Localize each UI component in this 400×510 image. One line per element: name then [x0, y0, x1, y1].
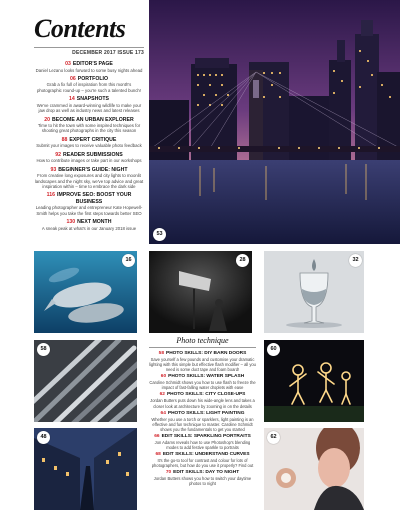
toc-description: From creative long exposures and city lights to moonlit landscapes and the night sky, we've top advice and great inspiration within – time to embrace the dark side	[34, 173, 144, 189]
toc-page-number: 06	[69, 75, 76, 82]
entry-title: EDIT SKILLS: UNDERSTAND CURVES	[162, 452, 250, 458]
entry-title: PHOTO SKILLS: LIGHT PAINTING	[167, 410, 245, 416]
toc-entry[interactable]	[34, 96, 144, 113]
entry-description: Whether you use a torch or sparklers, light painting is an effective and fun technique to master. Caroline Schmidt shows you the fundamentals to get you started	[151, 416, 254, 432]
toc-description: Submit your images to receive valuable photo feedback	[36, 143, 142, 149]
toc-entry[interactable]	[34, 137, 144, 149]
toc-entry[interactable]	[34, 152, 144, 164]
toc-description: How to contribute images or take part in our workshops	[36, 158, 142, 164]
whales-illustration	[34, 251, 137, 333]
toc-page-number: 20	[44, 116, 51, 123]
toc-page-number: 92	[55, 151, 62, 158]
entry-description: Jon Adams reveals how to use Photoshop's blending modes to add festive sparkle to portraits	[154, 439, 251, 451]
toc-description: Grab a fix full of inspiration from this month's photographic round-up – you're such a talented bunch!	[36, 82, 142, 93]
street-illustration	[34, 428, 137, 510]
page-badge: 32	[349, 254, 362, 267]
photo-studio[interactable]	[149, 251, 252, 333]
photo-technique-section	[149, 336, 256, 489]
toc-description: We've crammed in award-winning wildlife to make your jaw drop as well as industry news and latest releases	[36, 102, 142, 114]
section-divider	[149, 347, 256, 348]
toc-page-number: 130	[66, 219, 76, 226]
toc-description: Time to hit the town with some inspired techniques for shooting great photographs in the city this season	[37, 123, 141, 134]
toc-title: EXPERT CRITIQUE	[69, 136, 117, 143]
entry-title: EDIT SKILLS: SPARKLING PORTRAITS	[161, 433, 251, 439]
entry-description: Jordan Butters shows you how to switch your daytime photos to night	[153, 476, 252, 487]
entry-description: Jordan Butters puts down his wide-angle lens and takes a closer look at architecture by zooming in on the details	[150, 398, 255, 409]
entry-title: EDIT SKILLS: DAY TO NIGHT	[173, 470, 240, 476]
toc-description: Daniel Lezano looks forward to some busy nights ahead	[35, 67, 143, 73]
entry-title: PHOTO SKILLS: DIY BARN DOORS	[166, 351, 247, 356]
page-badge: 58	[37, 343, 50, 356]
entry-page-number: 62	[159, 392, 165, 398]
toc-title: SNAPSHOTS	[76, 96, 110, 103]
technique-entry[interactable]	[149, 452, 256, 468]
toc-entry[interactable]	[34, 167, 144, 190]
page-badge: 16	[122, 254, 135, 267]
toc-title: EDITOR'S PAGE	[72, 61, 113, 67]
toc-title: PORTFOLIO	[77, 75, 109, 82]
photo-metal-rods[interactable]	[34, 340, 137, 422]
photo-light-painting[interactable]	[264, 340, 364, 422]
toc-title: BECOME AN URBAN EXPLORER	[52, 116, 134, 123]
entry-page-number: 58	[158, 351, 165, 356]
entry-page-number: 60	[160, 374, 167, 380]
issue-date: DECEMBER 2017 ISSUE 173	[72, 50, 144, 56]
photo-street-night[interactable]	[34, 428, 137, 510]
toc-title: READER SUBMISSIONS	[63, 151, 123, 158]
page-badge: 60	[267, 343, 280, 356]
photo-whales[interactable]	[34, 251, 137, 333]
entry-description: Caroline Schmidt shows you how to use flash to freeze the impact of fast-falling water droplets with ease	[149, 380, 256, 391]
technique-entry[interactable]	[149, 351, 256, 372]
entry-page-number: 64	[160, 410, 166, 416]
city-skyline-illustration	[149, 0, 400, 244]
page-badge: 62	[267, 431, 280, 444]
photo-glass-splash[interactable]	[264, 251, 364, 333]
metal-rods-illustration	[34, 340, 137, 422]
entry-description: Save yourself a few pounds and customise your dramatic lighting with this simple but effective flash modifier – all you need is some duct tape and foam board!	[149, 357, 256, 373]
toc-page-number: 116	[46, 192, 56, 199]
toc-entry[interactable]	[34, 61, 144, 73]
toc-title: BEGINNER'S GUIDE: NIGHT	[58, 166, 128, 173]
toc-description: A sneak peak at what's in our January 2018 issue	[41, 225, 137, 231]
toc-entry[interactable]	[34, 192, 144, 216]
technique-entry[interactable]	[149, 392, 256, 408]
page-title: Contents	[34, 14, 126, 43]
toc-title: NEXT MONTH	[77, 219, 112, 226]
technique-entry[interactable]	[149, 434, 256, 450]
toc-entry[interactable]	[34, 76, 144, 93]
toc-entry[interactable]	[34, 117, 144, 134]
entry-page-number: 70	[165, 470, 172, 476]
toc-page-number: 14	[68, 96, 75, 103]
technique-entry[interactable]	[149, 411, 256, 432]
page-badge: 53	[153, 228, 166, 241]
toc-page-number: 03	[65, 61, 71, 67]
hero-photo-city-skyline[interactable]	[149, 0, 400, 244]
entry-description: It's the go-to tool for contrast and colour for lots of photographers, but how do you use it properly? Find out	[151, 458, 254, 469]
photo-portrait-woman[interactable]	[264, 428, 364, 510]
toc-list	[34, 61, 144, 231]
technique-entry[interactable]	[149, 374, 256, 390]
title-divider	[34, 47, 144, 48]
toc-entry[interactable]	[34, 219, 144, 231]
toc-description: Leading photographer and entrepreneur Kate Hopewell-Smith helps you take the first steps towards better SEO	[35, 205, 143, 216]
entry-title: PHOTO SKILLS: WATER SPLASH	[168, 374, 245, 380]
page-badge: 28	[236, 254, 249, 267]
contents-column	[34, 14, 144, 234]
entry-page-number: 68	[155, 452, 161, 458]
toc-page-number: 88	[61, 136, 68, 143]
section-title: Photo technique	[176, 336, 229, 345]
page-badge: 48	[37, 431, 50, 444]
entry-title: PHOTO SKILLS: CITY CLOSE-UPS	[166, 392, 246, 398]
entry-page-number: 66	[154, 433, 160, 439]
technique-entry[interactable]	[149, 470, 256, 486]
toc-title: IMPROVE SEO: BOOST YOUR BUSINESS	[57, 192, 132, 205]
toc-page-number: 93	[50, 166, 57, 173]
